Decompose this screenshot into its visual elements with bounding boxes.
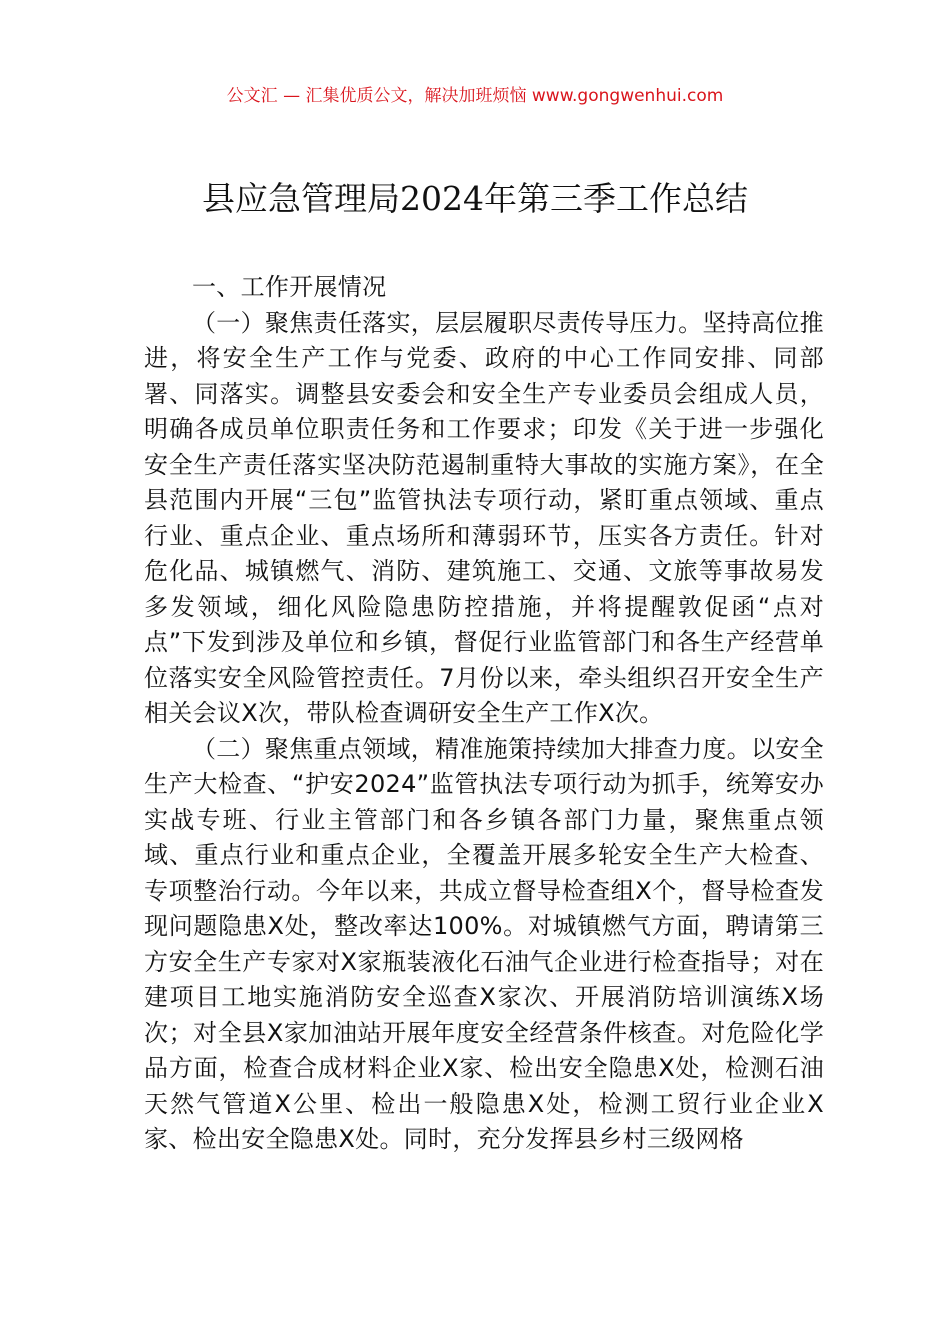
document-title: 县应急管理局2024年第三季工作总结	[202, 179, 748, 218]
header-banner: 公文汇 — 汇集优质公文，解决加班烦恼 www.gongwenhui.com	[226, 86, 724, 106]
paragraph: （一）聚焦责任落实，层层履职尽责传导压力。坚持高位推进，将安全生产工作与党委、政府的中心工作同安排、同部署、同落实。调整县安委会和安全生产专业委员会组成人员，明确各成员单位职责任务和工作要求；印发《关于进一步强化安全生产责任落实坚决防范遏制重特大事故的实施方案》，在全县范围内开展“三包”监管执法专项行动，紧盯重点领域、重点行业、重点企业、重点场所和薄弱环节，压实各方责任。针对危化品、城镇燃气、消防、建筑施工、交通、文旅等事故易发多发领域，细化风险隐患防控措施，并将提醒敦促函“点对点”下发到涉及单位和乡镇，督促行业监管部门和各生产经营单位落实安全风险管控责任。7月份以来，牵头组织召开安全生产相关会议X次，带队检查调研安全生产工作X次。	[144, 308, 824, 727]
section-heading: 一、工作开展情况	[192, 273, 387, 301]
paragraph: （二）聚焦重点领域，精准施策持续加大排查力度。以安全生产大检查、“护安2024”监管执法专项行动为抓手，统筹安办实战专班、行业主管部门和各乡镇各部门力量，聚焦重点领域、重点行业和重点企业，全覆盖开展多轮安全生产大检查、专项整治行动。今年以来，共成立督导检查组X个，督导检查发现问题隐患X处，整改率达100%。对城镇燃气方面，聘请第三方安全生产专家对X家瓶装液化石油气企业进行检查指导；对在建项目工地实施消防安全巡查X家次、开展消防培训演练X场次；对全县X家加油站开展年度安全经营条件核查。对危险化学品方面，检查合成材料企业X家、检出安全隐患X处，检测石油天然气管道X公里、检出一般隐患X处，检测工贸行业企业X家、检出安全隐患X处。同时，充分发挥县乡村三级网格	[144, 734, 824, 1153]
document-body	[144, 270, 824, 1158]
